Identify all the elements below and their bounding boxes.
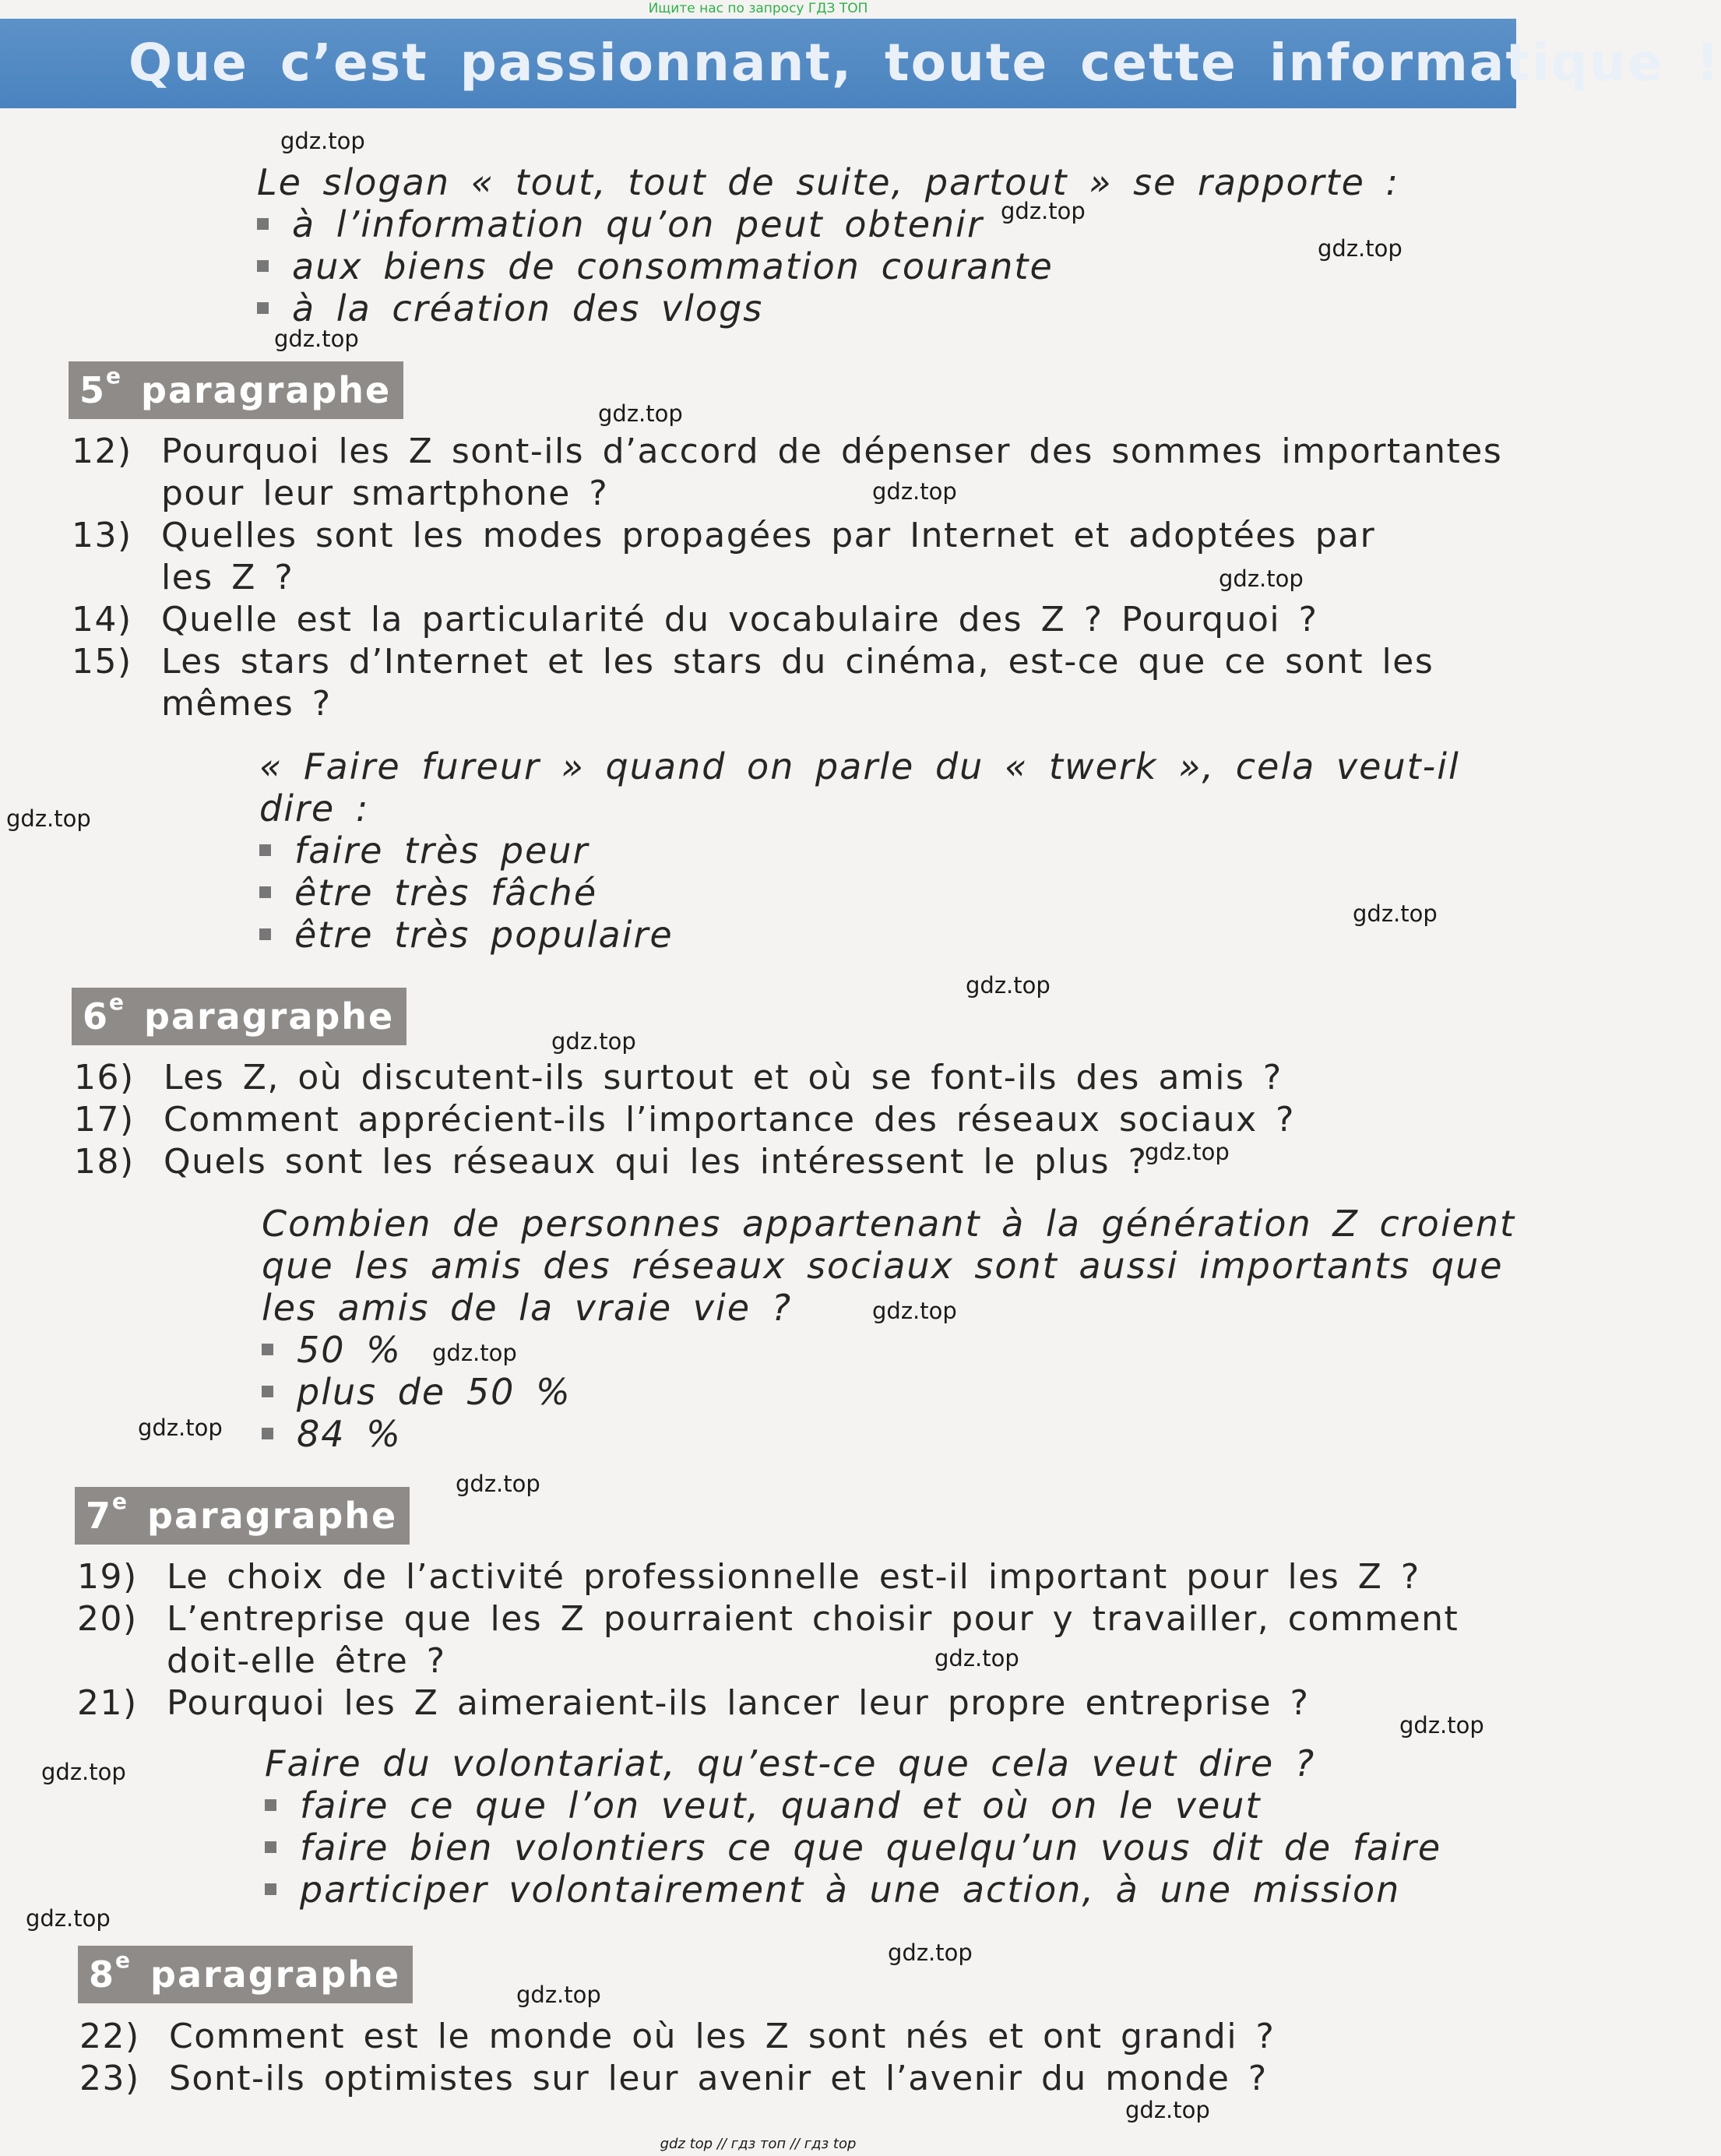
question-text: Les Z, où discutent-ils surtout et où se font-ils des amis ? xyxy=(164,1058,1283,1097)
quiz-option: 50 % xyxy=(262,1329,1515,1371)
question-number: 15) xyxy=(72,642,132,682)
question-12 xyxy=(72,431,1502,515)
watermark: gdz.top xyxy=(6,805,91,832)
quiz-question: les amis de la vraie vie ? xyxy=(262,1287,793,1329)
question-number: 16) xyxy=(74,1058,135,1097)
watermark: gdz.top xyxy=(41,1759,126,1785)
section-label: paragraphe xyxy=(144,995,395,1037)
question-16 xyxy=(74,1057,1283,1099)
quiz-option: faire très peur xyxy=(259,830,1460,872)
quiz-option: être très populaire xyxy=(259,914,1460,956)
watermark: gdz.top xyxy=(1145,1139,1230,1165)
section-number: 5 xyxy=(79,369,107,411)
quiz-volunteering xyxy=(265,1742,1441,1911)
quiz-question: Combien de personnes appartenant à la génération Z croient xyxy=(262,1203,1516,1245)
watermark: gdz.top xyxy=(280,128,365,154)
question-text: pour leur smartphone ? xyxy=(161,474,609,513)
watermark: gdz.top xyxy=(26,1905,111,1932)
question-23 xyxy=(79,2058,1268,2100)
page-title: Que c’est passionnant, toute cette informatique ! xyxy=(128,33,1721,93)
watermark: gdz.top xyxy=(456,1471,540,1497)
watermark: gdz.top xyxy=(966,972,1051,999)
watermark: gdz.top xyxy=(274,326,359,352)
question-text: Pourquoi les Z sont-ils d’accord de dépenser des sommes importantes xyxy=(161,432,1503,471)
question-number: 17) xyxy=(74,1100,135,1140)
question-20 xyxy=(77,1598,1459,1682)
footer-note: gdz top // гдз топ // гдз top xyxy=(660,2136,857,2152)
question-number: 22) xyxy=(79,2017,140,2056)
question-text: mêmes ? xyxy=(161,684,332,724)
quiz-question: que les amis des réseaux sociaux sont aussi importants que xyxy=(262,1245,1504,1287)
section-number: 6 xyxy=(83,995,110,1037)
section-number: 8 xyxy=(89,1953,116,1996)
quiz-social-friends xyxy=(262,1203,1515,1455)
quiz-option: être très fâché xyxy=(259,872,1460,914)
watermark: gdz.top xyxy=(1219,565,1304,592)
section-ordinal: e xyxy=(106,363,123,389)
question-14 xyxy=(72,599,1318,641)
section-number: 7 xyxy=(86,1495,113,1537)
section-ordinal: e xyxy=(112,1488,129,1514)
quiz-option: faire bien volontiers ce que quelqu’un vous dit de faire xyxy=(265,1827,1441,1869)
section-label: paragraphe xyxy=(147,1495,398,1537)
question-number: 19) xyxy=(77,1557,138,1597)
question-number: 21) xyxy=(77,1683,138,1723)
question-text: les Z ? xyxy=(161,558,294,597)
question-text: Sont-ils optimistes sur leur avenir et l’avenir du monde ? xyxy=(169,2059,1268,2098)
question-text: L’entreprise que les Z pourraient choisir pour y travailler, comment xyxy=(167,1599,1459,1639)
section-label: paragraphe xyxy=(150,1953,401,1996)
watermark: gdz.top xyxy=(872,1298,957,1324)
watermark: gdz.top xyxy=(432,1340,517,1366)
question-text: Quelle est la particularité du vocabulaire des Z ? Pourquoi ? xyxy=(161,600,1318,639)
question-number: 20) xyxy=(77,1599,138,1639)
quiz-option: plus de 50 % xyxy=(262,1371,1515,1413)
question-text: doit-elle être ? xyxy=(167,1641,446,1681)
section-label: paragraphe xyxy=(141,369,392,411)
quiz-question: Faire du volontariat, qu’est-ce que cela veut dire ? xyxy=(265,1742,1316,1784)
quiz-question: « Faire fureur » quand on parle du « twerk », cela veut-il xyxy=(259,745,1460,787)
section-ordinal: e xyxy=(109,989,126,1015)
question-text: Pourquoi les Z aimeraient-ils lancer leur propre entreprise ? xyxy=(167,1683,1310,1723)
watermark: gdz.top xyxy=(872,478,957,505)
question-21 xyxy=(77,1682,1309,1724)
watermark: gdz.top xyxy=(1125,2097,1210,2123)
section-heading-6 xyxy=(72,988,406,1045)
question-13 xyxy=(72,515,1375,599)
question-number: 18) xyxy=(74,1142,135,1182)
question-number: 13) xyxy=(72,516,132,555)
top-note: Ищите нас по запросу ГДЗ ТОП xyxy=(648,1,868,16)
question-text: Le choix de l’activité professionnelle est-il important pour les Z ? xyxy=(167,1557,1420,1597)
watermark: gdz.top xyxy=(1001,198,1086,224)
watermark: gdz.top xyxy=(1353,900,1438,927)
question-15 xyxy=(72,641,1434,725)
question-18 xyxy=(74,1141,1147,1183)
quiz-option: à la création des vlogs xyxy=(257,287,1399,329)
question-text: Comment est le monde où les Z sont nés et ont grandi ? xyxy=(169,2017,1276,2056)
question-text: Quelles sont les modes propagées par Internet et adoptées par xyxy=(161,516,1376,555)
question-text: Quels sont les réseaux qui les intéressent le plus ? xyxy=(164,1142,1148,1182)
quiz-option: participer volontairement à une action, à une mission xyxy=(265,1869,1441,1911)
quiz-option: faire ce que l’on veut, quand et où on le veut xyxy=(265,1784,1441,1827)
quiz-question: Le slogan « tout, tout de suite, partout » se rapporte : xyxy=(257,161,1400,203)
question-19 xyxy=(77,1556,1420,1598)
section-heading-7 xyxy=(75,1487,410,1545)
section-heading-5 xyxy=(69,361,403,419)
question-17 xyxy=(74,1099,1295,1141)
watermark: gdz.top xyxy=(598,400,683,427)
question-text: Les stars d’Internet et les stars du cinéma, est-ce que ce sont les xyxy=(161,642,1434,682)
quiz-option: aux biens de consommation courante xyxy=(257,245,1399,287)
question-number: 14) xyxy=(72,600,132,639)
watermark: gdz.top xyxy=(1318,235,1402,262)
section-ordinal: e xyxy=(115,1947,132,1973)
quiz-slogan xyxy=(257,161,1399,329)
watermark: gdz.top xyxy=(888,1939,973,1966)
watermark: gdz.top xyxy=(138,1414,223,1441)
question-number: 12) xyxy=(72,432,132,471)
question-text: Comment apprécient-ils l’importance des réseaux sociaux ? xyxy=(164,1100,1295,1140)
quiz-option: 84 % xyxy=(262,1413,1515,1455)
watermark: gdz.top xyxy=(1399,1712,1484,1739)
section-heading-8 xyxy=(78,1946,413,2003)
quiz-option: à l’information qu’on peut obtenir xyxy=(257,203,1399,245)
watermark: gdz.top xyxy=(516,1982,601,2008)
question-number: 23) xyxy=(79,2059,140,2098)
watermark: gdz.top xyxy=(551,1028,636,1055)
question-22 xyxy=(79,2016,1275,2058)
quiz-question: dire : xyxy=(259,787,370,830)
quiz-twerk xyxy=(259,745,1460,956)
watermark: gdz.top xyxy=(934,1645,1019,1672)
